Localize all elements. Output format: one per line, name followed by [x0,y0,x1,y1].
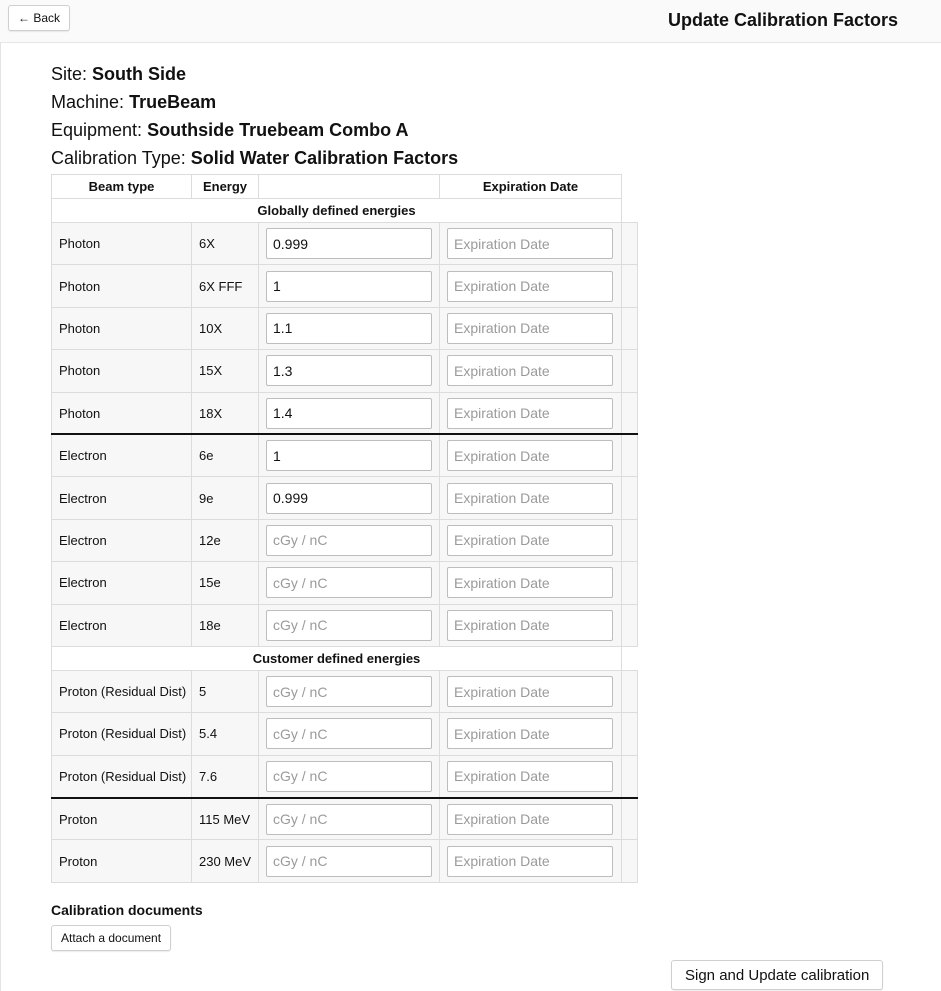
energy-cell: 6X [192,223,259,265]
energy-cell: 18e [192,604,259,646]
expiration-cell [440,392,622,434]
calibration-factor-input[interactable] [266,228,432,259]
factor-cell [259,265,440,307]
calibration-factor-input[interactable] [266,761,432,792]
factor-cell [259,392,440,434]
table-row [52,713,638,755]
beam-type-cell: Photon [52,392,192,434]
expiration-cell [440,604,622,646]
beam-type-cell: Electron [52,604,192,646]
sign-and-update-button[interactable]: Sign and Update calibration [671,960,883,990]
beam-type-cell: Photon [52,223,192,265]
header-expiration-date: Expiration Date [440,175,622,199]
header-factor [259,175,440,199]
site-value: South Side [92,64,187,84]
table-row [52,798,638,840]
factor-cell [259,434,440,476]
energy-cell: 18X [192,392,259,434]
factor-cell [259,755,440,797]
expiration-cell [440,713,622,755]
section-customer-energies: Customer defined energies [52,646,622,670]
row-spacer [622,265,638,307]
table-row [52,223,638,265]
expiration-date-input[interactable] [447,313,613,344]
table-row [52,604,638,646]
factor-cell [259,223,440,265]
header-beam-type: Beam type [52,175,192,199]
calibration-factor-input[interactable] [266,718,432,749]
factor-cell [259,713,440,755]
table-row [52,755,638,797]
expiration-date-input[interactable] [447,567,613,598]
table-row [52,477,638,519]
calibration-factor-input[interactable] [266,610,432,641]
energy-cell: 5.4 [192,713,259,755]
energy-cell: 230 MeV [192,840,259,882]
energy-cell: 10X [192,307,259,349]
row-spacer [622,713,638,755]
table-row [52,670,638,712]
beam-type-cell: Electron [52,562,192,604]
section-spacer [622,646,638,670]
beam-type-cell: Proton [52,840,192,882]
calibration-factor-input[interactable] [266,313,432,344]
expiration-date-input[interactable] [447,525,613,556]
table-row [52,519,638,561]
factor-cell [259,562,440,604]
header-spacer [622,175,638,199]
beam-type-cell: Electron [52,519,192,561]
row-spacer [622,604,638,646]
expiration-cell [440,755,622,797]
table-row [52,434,638,476]
beam-type-cell: Proton (Residual Dist) [52,755,192,797]
expiration-cell [440,434,622,476]
beam-type-cell: Photon [52,350,192,392]
expiration-cell [440,798,622,840]
factor-cell [259,350,440,392]
row-spacer [622,519,638,561]
header-energy: Energy [192,175,259,199]
expiration-cell [440,519,622,561]
row-spacer [622,755,638,797]
factor-cell [259,840,440,882]
expiration-date-input[interactable] [447,398,613,429]
factor-cell [259,307,440,349]
calibration-factor-input[interactable] [266,846,432,877]
factor-cell [259,798,440,840]
back-button[interactable]: ← Back [8,5,70,31]
row-spacer [622,840,638,882]
calibration-documents-title: Calibration documents [51,902,203,918]
beam-type-cell: Electron [52,477,192,519]
calibration-table [51,174,638,883]
calibration-factor-input[interactable] [266,398,432,429]
expiration-date-input[interactable] [447,228,613,259]
calibration-meta [51,62,458,174]
row-spacer [622,477,638,519]
beam-type-cell: Photon [52,307,192,349]
calibration-factor-input[interactable] [266,567,432,598]
factor-cell [259,604,440,646]
table-row [52,840,638,882]
expiration-date-input[interactable] [447,846,613,877]
page-title: Update Calibration Factors [667,10,898,30]
row-spacer [622,392,638,434]
factor-cell [259,670,440,712]
expiration-date-input[interactable] [447,483,613,514]
expiration-cell [440,840,622,882]
expiration-cell [440,265,622,307]
energy-cell: 9e [192,477,259,519]
energy-cell: 6e [192,434,259,476]
table-row [52,265,638,307]
energy-cell: 6X FFF [192,265,259,307]
table-row [52,392,638,434]
row-spacer [622,434,638,476]
row-spacer [622,670,638,712]
expiration-date-input[interactable] [447,271,613,302]
row-spacer [622,562,638,604]
expiration-cell [440,562,622,604]
expiration-cell [440,223,622,265]
machine-label: Machine: [51,92,125,112]
calibration-factor-input[interactable] [266,271,432,302]
calibration-factor-input[interactable] [266,355,432,386]
energy-cell: 15e [192,562,259,604]
expiration-cell [440,307,622,349]
expiration-date-input[interactable] [447,355,613,386]
expiration-date-input[interactable] [447,761,613,792]
row-spacer [622,798,638,840]
calibration-type-value: Solid Water Calibration Factors [190,148,459,168]
expiration-date-input[interactable] [447,676,613,707]
calibration-type-label: Calibration Type: [51,148,186,168]
equipment-value: Southside Truebeam Combo A [147,120,409,140]
row-spacer [622,223,638,265]
energy-cell: 115 MeV [192,798,259,840]
calibration-factor-input[interactable] [266,440,432,471]
energy-cell: 12e [192,519,259,561]
beam-type-cell: Proton (Residual Dist) [52,670,192,712]
row-spacer [622,307,638,349]
attach-document-button[interactable]: Attach a document [51,925,171,951]
expiration-date-input[interactable] [447,718,613,749]
beam-type-cell: Proton [52,798,192,840]
calibration-factor-input[interactable] [266,483,432,514]
beam-type-cell: Proton (Residual Dist) [52,713,192,755]
beam-type-cell: Electron [52,434,192,476]
calibration-factor-input[interactable] [266,525,432,556]
factor-cell [259,519,440,561]
energy-cell: 15X [192,350,259,392]
energy-cell: 7.6 [192,755,259,797]
section-spacer [622,199,638,223]
machine-value: TrueBeam [129,92,217,112]
calibration-type-line [51,146,458,174]
site-label: Site: [51,64,88,84]
machine-line [51,90,458,118]
expiration-cell [440,477,622,519]
site-line [51,62,458,90]
section-global-energies: Globally defined energies [52,199,622,223]
table-row [52,350,638,392]
expiration-date-input[interactable] [447,804,613,835]
factor-cell [259,477,440,519]
expiration-date-input[interactable] [447,440,613,471]
calibration-factor-input[interactable] [266,676,432,707]
left-border [0,43,1,991]
expiration-date-input[interactable] [447,610,613,641]
table-row [52,307,638,349]
top-bar [0,0,941,43]
expiration-cell [440,670,622,712]
calibration-factor-input[interactable] [266,804,432,835]
table-row [52,562,638,604]
equipment-label: Equipment: [51,120,143,140]
energy-cell: 5 [192,670,259,712]
expiration-cell [440,350,622,392]
row-spacer [622,350,638,392]
beam-type-cell: Photon [52,265,192,307]
equipment-line [51,118,458,146]
